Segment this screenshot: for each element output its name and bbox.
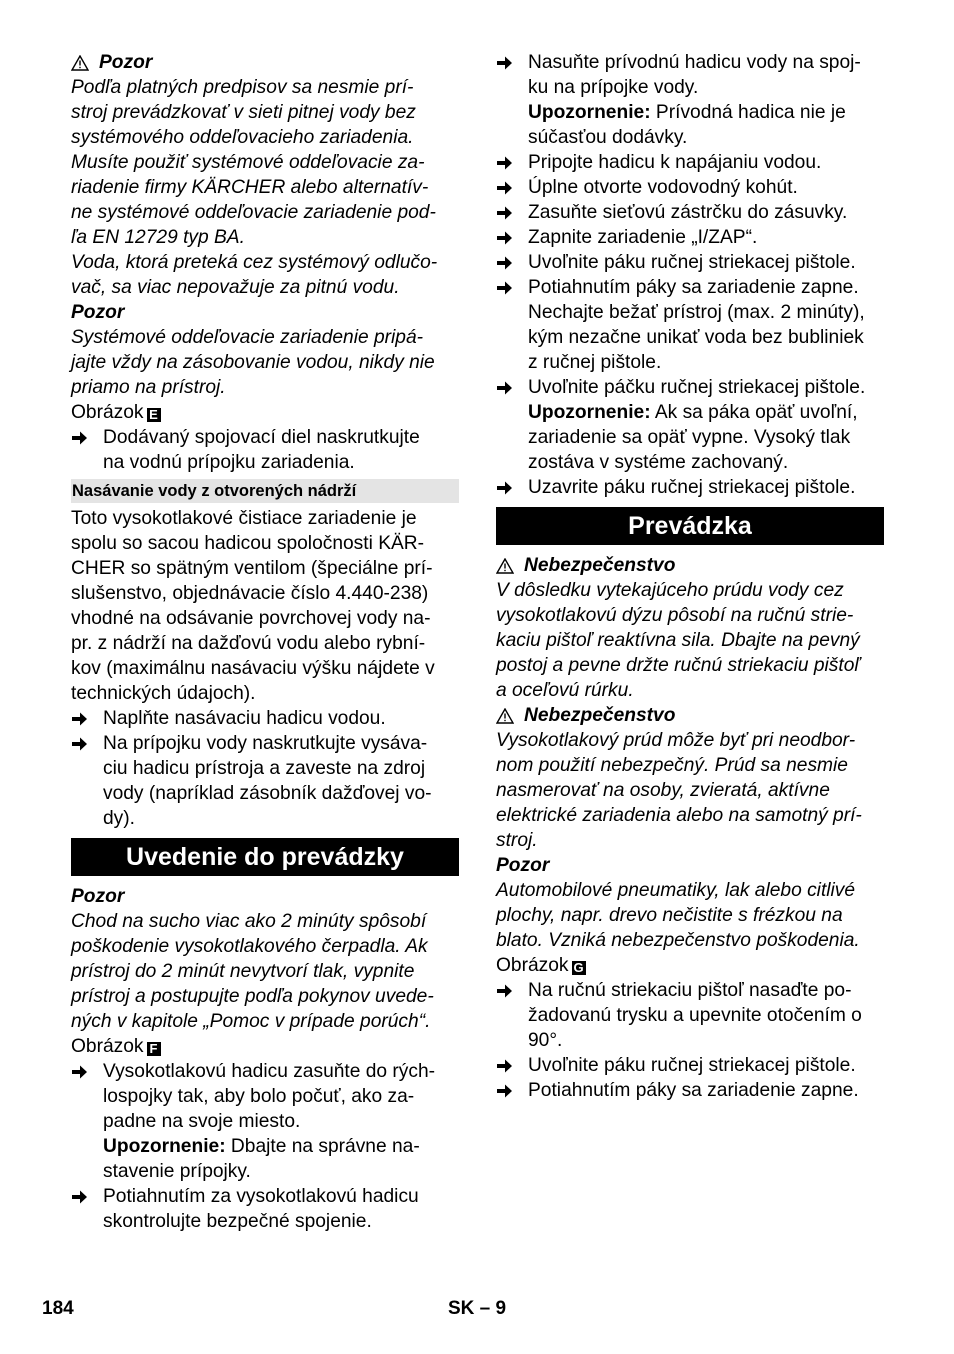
warning-heading: Pozor xyxy=(71,50,459,75)
list-item: Nasuňte prívodnú hadicu vody na spoj- ku na prípojke vody. Upozornenie: Prívodná hadica nie je súčasťou dodávky. xyxy=(496,50,884,150)
figure-reference-e: Obrázok E xyxy=(71,400,459,425)
figure-reference-g: Obrázok G xyxy=(496,955,584,976)
arrow-right-icon xyxy=(496,255,513,271)
figure-reference-f: Obrázok F xyxy=(71,1034,459,1059)
list-item: Potiahnutím páky sa zariadenie zapne. xyxy=(496,1078,884,1103)
caution-heading: Pozor xyxy=(71,302,125,323)
left-column xyxy=(71,50,459,1234)
arrow-right-icon xyxy=(71,736,88,752)
warning-triangle-icon xyxy=(71,55,89,71)
list-item: Na ručnú striekaciu pištoľ nasaďte po- žadovanú trysku a upevnite otočením o 90°. xyxy=(496,978,884,1053)
list-item: Potiahnutím za vysokotlakovú hadicu skontrolujte bezpečné spojenie. xyxy=(71,1184,459,1234)
arrow-right-icon xyxy=(496,983,513,999)
list-item: Na prípojku vody naskrutkujte vysáva- ciu hadicu prístroja a zaveste na zdroj vody (napríklad zásobník dažďovej vo- dy). xyxy=(71,731,459,831)
list-item: Pripojte hadicu k napájaniu vodou. xyxy=(496,150,884,175)
arrow-right-icon xyxy=(496,230,513,246)
danger-text: V dôsledku vytekajúceho prúdu vody cez vysokotlakovú dýzu pôsobí na ručnú strie- kaciu pištoľ reaktívna sila. Dbajte na pevný postoj a pevne držte ručnú striekaciu pištoľ a oceľovú rúrku. xyxy=(496,580,860,701)
caution-text: Chod na sucho viac ako 2 minúty spôsobí poškodenie vysokotlakového čerpadla. Ak prístroj do 2 minút nevytvorí tlak, vypnite prístroj a postupujte podľa pokynov uvede- ných v kapitole „Pomoc v prípade porúch“. xyxy=(71,911,434,1032)
list-item: Uvoľnite páku ručnej striekacej pištole. xyxy=(496,1053,884,1078)
note: Upozornenie: Prívodná hadica nie je xyxy=(528,102,846,123)
suction-text: Toto vysokotlakové čistiace zariadenie je spolu so sacou hadicou spoločnosti KÄR- CHER so spätným ventilom (špeciálne prí- slušenstvo, objednávacie číslo 4.440-238) vhodné na odsávanie povrchovej vody na- pr. z nádrží na dažďovú vodu alebo rybní- kov (maximálnu nasávaciu výšku nájdete v technických údajoch). xyxy=(71,508,435,704)
warning-triangle-icon xyxy=(496,708,514,724)
subsection-heading: Nasávanie vody z otvorených nádrží xyxy=(71,479,459,503)
list-item: Uzavrite páku ručnej striekacej pištole. xyxy=(496,475,884,500)
arrow-right-icon xyxy=(496,1058,513,1074)
caution-text: Systémové oddeľovacie zariadenie pripá- jajte vždy na zásobovanie vodou, nikdy nie priamo na prístroj. xyxy=(71,327,435,398)
warning-triangle-icon xyxy=(496,558,514,574)
list-item: Uvoľnite páčku ručnej striekacej pištole. Upozornenie: Ak sa páka opäť uvoľní, zariadenie sa opäť vypne. Vysoký tlak zostáva v systéme zachovaný. xyxy=(496,375,884,475)
list-item: Zasuňte sieťovú zástrčku do zásuvky. xyxy=(496,200,884,225)
note: Upozornenie: Dbajte na správne na- xyxy=(103,1136,420,1157)
list-item: Uvoľnite páku ručnej striekacej pištole. xyxy=(496,250,884,275)
arrow-right-icon xyxy=(496,480,513,496)
figure-letter-box: F xyxy=(147,1042,161,1056)
warning-text: Podľa platných predpisov sa nesmie prí- stroj prevádzkovať v sieti pitnej vody bez systémového oddeľovacieho zariadenia. Musíte použiť systémové oddeľovacie za- riadenie firmy KÄRCHER alebo alternatív- ne systémové oddeľovacie zariadenie pod- ľa EN 12729 typ BA. Voda, ktorá preteká cez systémový odlučo- vač, sa viac nepovažuje za pitnú vodu. xyxy=(71,77,438,298)
section-title: Uvedenie do prevádzky xyxy=(71,838,459,876)
list-item: Úplne otvorte vodovodný kohút. xyxy=(496,175,884,200)
caution-heading: Pozor xyxy=(71,886,125,907)
page-number: 184 xyxy=(42,1298,74,1319)
arrow-right-icon xyxy=(71,711,88,727)
arrow-right-icon xyxy=(496,55,513,71)
arrow-right-icon xyxy=(71,430,88,446)
arrow-right-icon xyxy=(496,380,513,396)
danger-heading: Nebezpečenstvo xyxy=(496,553,884,578)
right-column xyxy=(496,50,884,1103)
list-item: Naplňte nasávaciu hadicu vodou. xyxy=(71,706,459,731)
list-item: Potiahnutím páky sa zariadenie zapne. Nechajte bežať prístroj (max. 2 minúty), kým nezačne unikať voda bez bubliniek z ručnej pištole. xyxy=(496,275,884,375)
arrow-right-icon xyxy=(496,1083,513,1099)
arrow-right-icon xyxy=(496,155,513,171)
note: Upozornenie: Ak sa páka opäť uvoľní, xyxy=(528,402,858,423)
figure-letter-box: E xyxy=(147,408,161,422)
danger-text: Vysokotlakový prúd môže byť pri neodbor- nom použití nebezpečný. Prúd sa nesmie nasmerovať na osoby, zvieratá, aktívne elektrické zariadenia alebo na samotný prí- stroj. xyxy=(496,730,862,851)
section-title: Prevádzka xyxy=(496,507,884,545)
arrow-right-icon xyxy=(71,1189,88,1205)
figure-letter-box: G xyxy=(573,960,584,975)
arrow-right-icon xyxy=(71,1064,88,1080)
caution-text: Automobilové pneumatiky, lak alebo citlivé plochy, napr. drevo nečistite s frézkou na blato. Vzniká nebezpečenstvo poškodenia. xyxy=(496,880,860,951)
danger-heading: Nebezpečenstvo xyxy=(496,703,884,728)
caution-heading: Pozor xyxy=(496,855,550,876)
footer-label: SK – 9 xyxy=(448,1298,507,1319)
list-item: Dodávaný spojovací diel naskrutkujte na vodnú prípojku zariadenia. xyxy=(71,425,459,475)
arrow-right-icon xyxy=(496,180,513,196)
arrow-right-icon xyxy=(496,280,513,296)
list-item: Zapnite zariadenie „I/ZAP“. xyxy=(496,225,884,250)
list-item: Vysokotlakovú hadicu zasuňte do rých- lospojky tak, aby bolo počuť, ako za- padne na svoje miesto. Upozornenie: Dbajte na správne na- stavenie prípojky. xyxy=(71,1059,459,1184)
arrow-right-icon xyxy=(496,205,513,221)
